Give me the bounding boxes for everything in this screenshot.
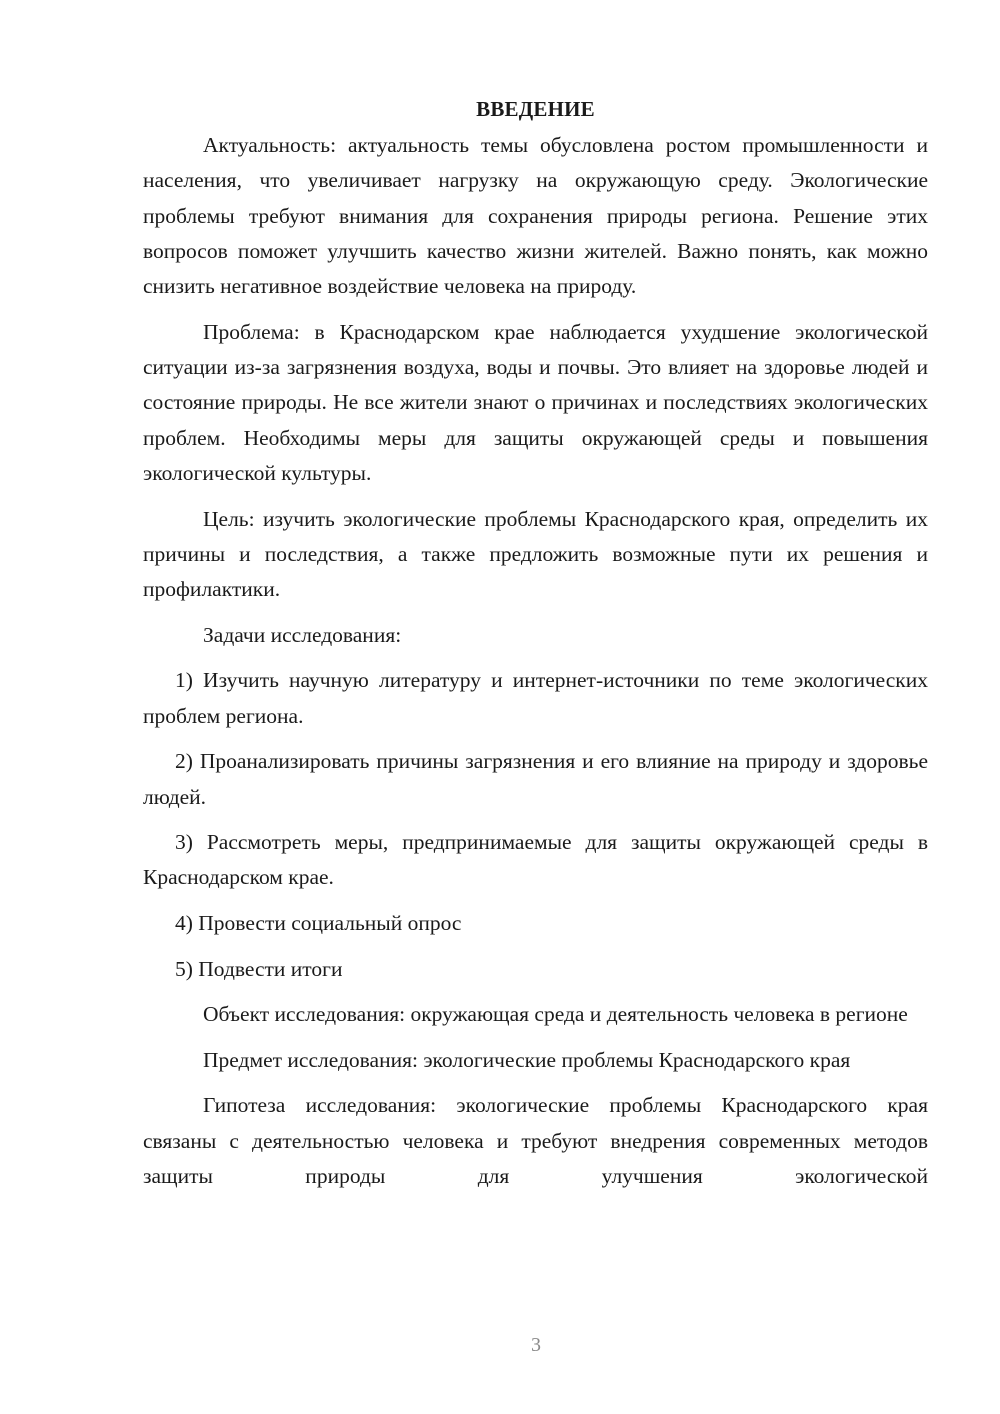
- paragraph-problem: Проблема: в Краснодарском крае наблюдается ухудшение экологической ситуации из-за загрязнения воздуха, воды и почвы. Это влияет на здоровье людей и состояние природы. Не все жители знают о причинах и последствиях экологических проблем. Необходимы меры для защиты окружающей среды и повышения экологической культуры.: [143, 319, 928, 485]
- document-page: [143, 92, 928, 1205]
- paragraph-tasks-heading: Задачи исследования:: [203, 622, 402, 647]
- paragraph-subject: Предмет исследования: экологические проблемы Краснодарского края: [203, 1047, 851, 1072]
- paragraph-hypothesis: Гипотеза исследования: экологические проблемы Краснодарского края связаны с деятельностью человека и требуют внедрения современных методов защиты природы для улучшения экологической: [143, 1093, 928, 1188]
- section-title: ВВЕДЕНИЕ: [476, 97, 595, 121]
- task-item-3: 3) Рассмотреть меры, предпринимаемые для защиты окружающей среды в Краснодарском крае.: [143, 830, 928, 890]
- paragraph-object: Объект исследования: окружающая среда и деятельность человека в регионе: [203, 1002, 908, 1027]
- page-number: 3: [531, 1334, 541, 1356]
- paragraph-goal: Цель: изучить экологические проблемы Краснодарского края, определить их причины и последствия, а также предложить возможные пути их решения и профилактики.: [143, 506, 928, 602]
- task-item-1: 1) Изучить научную литературу и интернет-источники по теме экологических проблем региона.: [143, 668, 928, 728]
- task-item-4: 4) Провести социальный опрос: [175, 911, 462, 936]
- task-item-5: 5) Подвести итоги: [175, 956, 343, 981]
- task-item-2: 2) Проанализировать причины загрязнения и его влияние на природу и здоровье людей.: [143, 749, 928, 809]
- paragraph-relevance: Актуальность: актуальность темы обусловлена ростом промышленности и населения, что увеличивает нагрузку на окружающую среду. Экологические проблемы требуют внимания для сохранения природы региона. Решение этих вопросов поможет улучшить качество жизни жителей. Важно понять, как можно снизить негативное воздействие человека на природу.: [143, 133, 928, 299]
